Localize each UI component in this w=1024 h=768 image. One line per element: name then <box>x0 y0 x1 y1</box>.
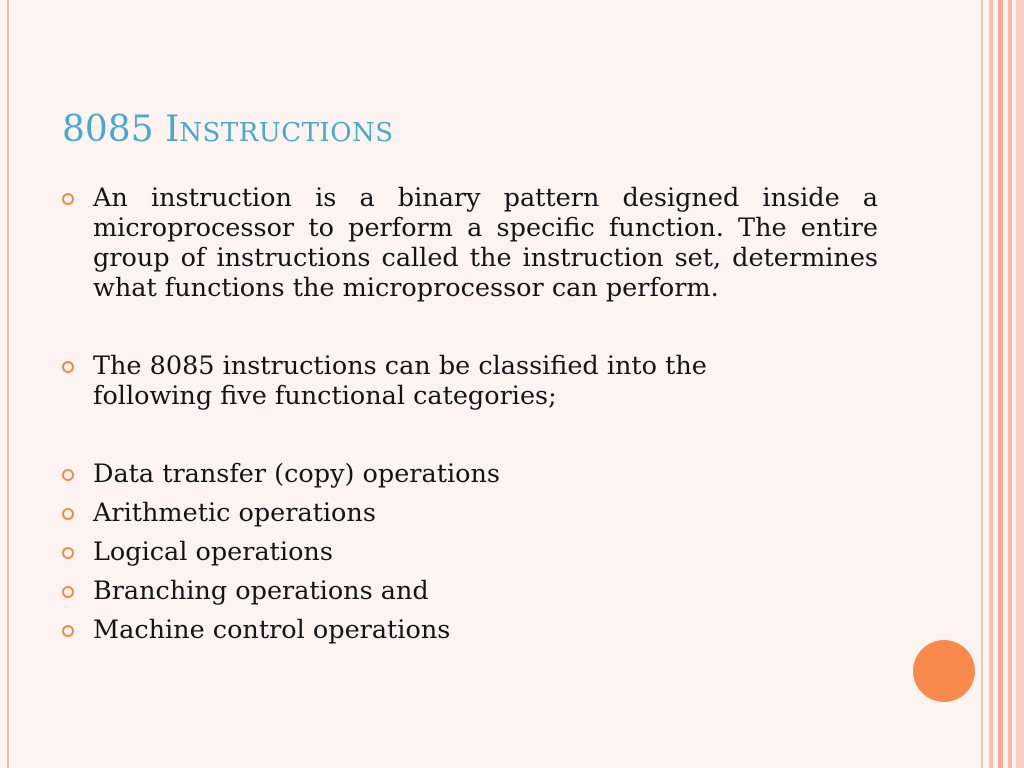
bullet-circle-icon <box>62 469 74 481</box>
right-stripe <box>1016 0 1024 768</box>
bullet-text: The 8085 instructions can be classified into the following five functional categories; <box>93 351 707 411</box>
bullet-text: Arithmetic operations <box>93 498 376 528</box>
slide-title <box>62 108 394 155</box>
bullet-item <box>62 183 878 303</box>
bullet-item <box>62 537 878 567</box>
bullet-circle-icon <box>62 586 74 598</box>
title-initial: I <box>165 109 180 150</box>
right-stripe <box>981 0 983 768</box>
bullet-circle-icon <box>62 508 74 520</box>
accent-circle-decoration <box>913 640 975 702</box>
bullet-text: Branching operations and <box>93 576 429 606</box>
bullet-circle-icon <box>62 547 74 559</box>
bullet-item <box>62 498 878 528</box>
bullet-item <box>62 615 878 645</box>
bullet-text: Data transfer (copy) operations <box>93 459 500 489</box>
right-stripe <box>1008 0 1012 768</box>
bullet-list <box>62 180 878 645</box>
bullet-item <box>62 459 878 489</box>
bullet-text: Logical operations <box>93 537 333 567</box>
bullet-circle-icon <box>62 361 74 373</box>
bullet-circle-icon <box>62 625 74 637</box>
left-border-line <box>7 0 9 768</box>
title-rest: NSTRUCTIONS <box>179 118 394 148</box>
bullet-item <box>62 576 878 606</box>
bullet-text: Machine control operations <box>93 615 451 645</box>
bullet-text: An instruction is a binary pattern designed inside a microprocessor to perform a specific function. The entire group of instructions called the instruction set, determines what functions the microprocessor can perform. <box>93 183 878 303</box>
right-stripe <box>989 0 993 768</box>
right-stripe <box>998 0 1003 768</box>
bullet-circle-icon <box>62 193 74 205</box>
bullet-item <box>62 351 813 411</box>
title-number: 8085 <box>62 109 166 150</box>
